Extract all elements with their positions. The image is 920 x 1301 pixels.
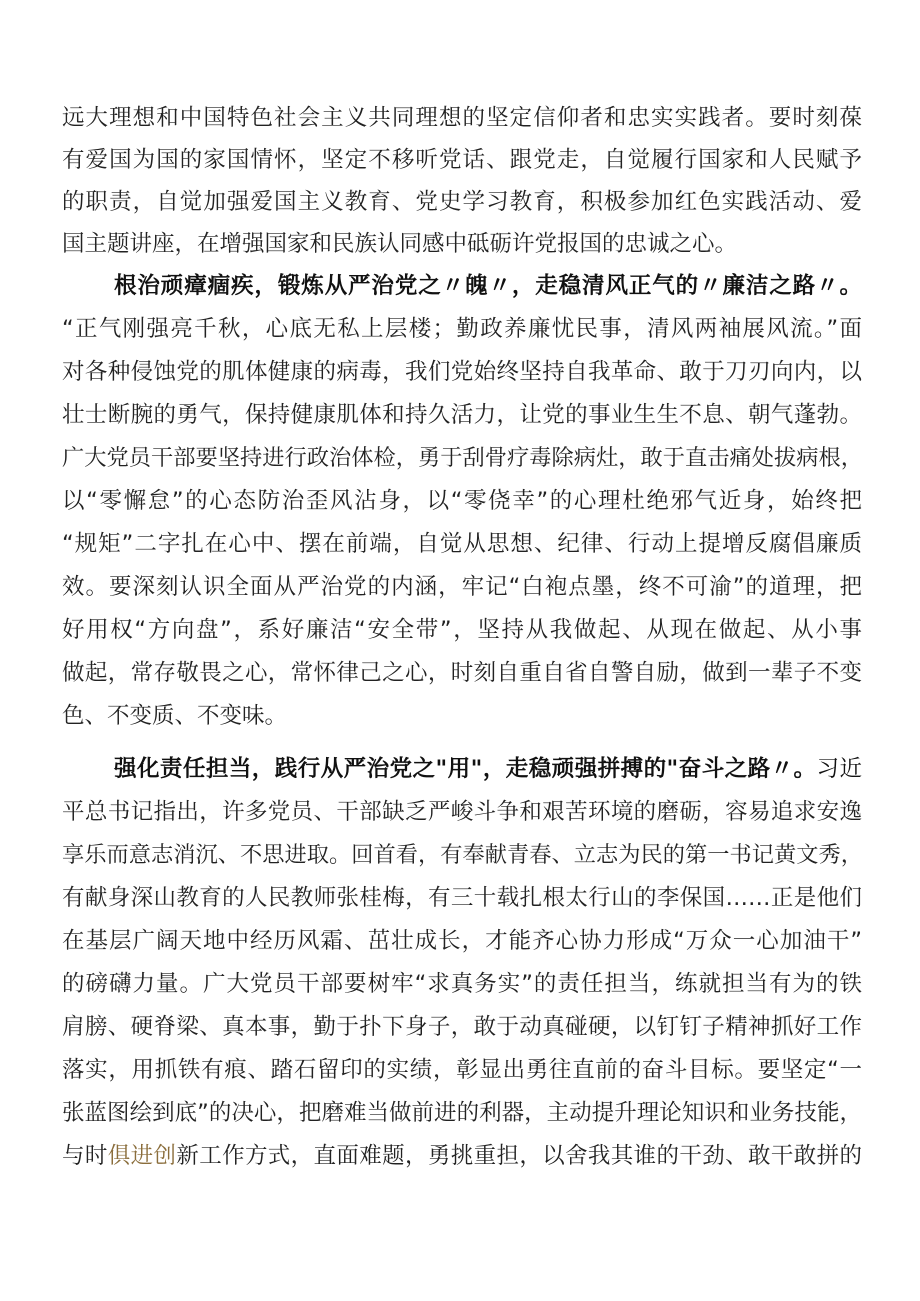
paragraph-1-line-1: 远大理想和中国特色社会主义共同理想的坚定信仰者和忠实实践者。要时刻葆 <box>62 105 862 131</box>
paragraph-2-line-4: 广大党员干部要坚持进行政治体检，勇于刮骨疗毒除病灶，敢于直击痛处拔病根， <box>62 445 863 471</box>
paragraph-2-line-7: 效。要深刻认识全面从严治党的内涵，牢记“白袍点墨，终不可渝”的道理，把 <box>62 574 862 600</box>
paragraph-3-line-8: 张蓝图绘到底”的决心，把磨难当做前进的利器，主动提升理论知识和业务技能， <box>62 1100 862 1126</box>
paragraph-3-line-4: 在基层广阔天地中经历风霜、茁壮成长，才能齐心协力形成“万众一心加油干” <box>62 928 862 954</box>
paragraph-1-line-4: 国主题讲座，在增强国家和民族认同感中砥砺许党报国的忠诚之心。 <box>62 231 738 257</box>
paragraph-2-line-6: “规矩”二字扎在心中、摆在前端，自觉从思想、纪律、行动上提增反腐倡廉质 <box>62 531 862 557</box>
paragraph-1-line-2: 有爱国为国的家国情怀，坚定不移听党话、跟党走，自觉履行国家和人民赋予 <box>62 147 862 173</box>
paragraph-2-heading: 根治顽瘴痼疾，锻炼从严治党之〃魄〃，走稳清风正气的〃廉洁之路〃。 <box>114 273 862 299</box>
paragraph-2-line-10: 色、不变质、不变味。 <box>62 703 288 729</box>
paragraph-3-line-1: 平总书记指出，许多党员、干部缺乏严峻斗争和艰苦环境的磨砺，容易追求安逸 <box>62 799 862 825</box>
paragraph-2-line-9: 做起，常存敬畏之心，常怀律己之心，时刻自重自省自警自励，做到一辈子不变 <box>62 660 862 686</box>
paragraph-3-heading-bold: 强化责任担当，践行从严治党之"用"，走稳顽强拼搏的"奋斗之路〃。 <box>114 756 817 782</box>
paragraph-3-line-9 <box>62 1136 862 1176</box>
paragraph-3-line-9-before: 与时 <box>62 1143 108 1169</box>
paragraph-3-line-9-after: 新工作方式，直面难题，勇挑重担，以舍我其谁的干劲、敢干敢拼的 <box>176 1143 862 1169</box>
paragraph-3-line-2: 享乐而意志消沉、不思进取。回首看，有奉献青春、立志为民的第一书记黄文秀， <box>62 842 863 868</box>
paragraph-2-line-8: 好用权“方向盘”，系好廉洁“安全带”，坚持从我做起、从现在做起、从小事 <box>62 617 862 643</box>
paragraph-3-line-9-highlight: 俱进创 <box>107 1143 177 1169</box>
paragraph-3-line-6: 肩膀、硬脊梁、真本事，勤于扑下身子，敢于动真碰硬，以钉钉子精神抓好工作 <box>62 1014 862 1040</box>
paragraph-2-line-2: 对各种侵蚀党的肌体健康的病毒，我们党始终坚持自我革命、敢于刀刃向内，以 <box>62 359 862 385</box>
paragraph-3-heading-tail: 习近 <box>816 756 862 782</box>
paragraph-2-line-3: 壮士断腕的勇气，保持健康肌体和持久活力，让党的事业生生不息、朝气蓬勃。 <box>62 402 862 428</box>
paragraph-1-line-3: 的职责，自觉加强爱国主义教育、党史学习教育，积极参加红色实践活动、爱 <box>62 189 862 215</box>
paragraph-2-line-1: “正气刚强亮千秋，心底无私上层楼；勤政养廉忧民事，清风两袖展风流。”面 <box>62 316 862 342</box>
paragraph-3-line-7: 落实，用抓铁有痕、踏石留印的实绩，彰显出勇往直前的奋斗目标。要坚定“一 <box>62 1057 862 1083</box>
paragraph-3-heading <box>114 749 862 789</box>
paragraph-3-line-3: 有献身深山教育的人民教师张桂梅，有三十载扎根太行山的李保国……正是他们 <box>62 885 862 911</box>
paragraph-3-line-5: 的磅礴力量。广大党员干部要树牢“求真务实”的责任担当，练就担当有为的铁 <box>62 971 862 997</box>
paragraph-2-line-5: 以“零懈怠”的心态防治歪风沾身，以“零侥幸”的心理杜绝邪气近身，始终把 <box>62 488 862 514</box>
